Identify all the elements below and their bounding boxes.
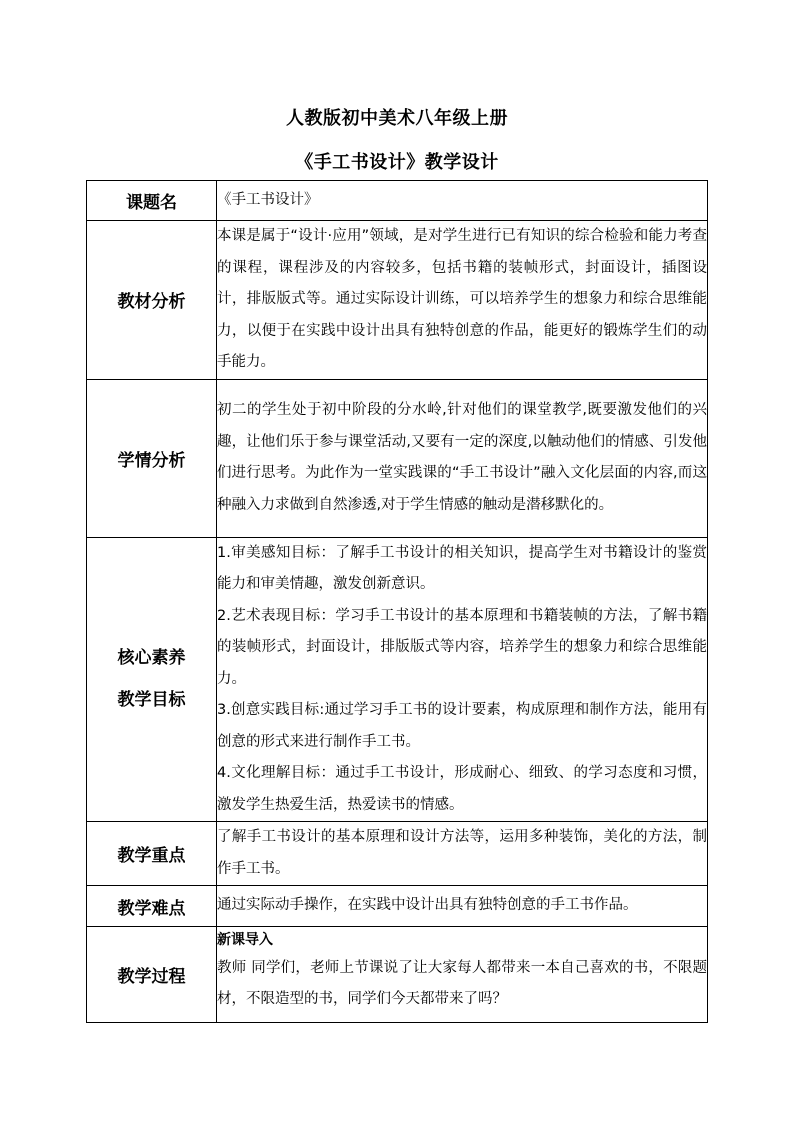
table-row [87,221,708,380]
student-analysis-text: 初二的学生处于初中阶段的分水岭,针对他们的课堂教学,既要激发他们的兴趣，让他们乐于参与课堂活动,又要有一定的深度,以触动他们的情感、引发他们进行思考。为此作为一堂实践课的“手工书设计”融入文化层面的内容,而这种融入力求做到自然渗透,对于学生情感的触动是潜移默化的。 [217,402,707,513]
table-row [87,886,708,927]
difficulties-text: 通过实际动手操作，在实践中设计出具有独特创意的手工书作品。 [217,897,638,914]
goals-label-line1: 核心素养 [117,648,186,669]
row-label-difficulties: 教学难点 [87,886,217,927]
table-row [87,181,708,221]
row-content-process [217,927,708,1023]
row-label-goals [87,537,217,822]
row-label-process: 教学过程 [87,927,217,1023]
key-points-text: 了解手工书设计的基本原理和设计方法等，运用多种装饰，美化的方法，制作手工书。 [217,829,707,877]
goal-item: 2.艺术表现目标：学习手工书设计的基本原理和书籍装帧的方法，了解书籍的装帧形式，封面设计，排版版式等内容，培养学生的想象力和综合思维能力。 [217,607,707,687]
goal-item: 3.创意实践目标:通过学习手工书的设计要素，构成原理和制作方法，能用有创意的形式来进行制作手工书。 [217,702,707,750]
topic-text: 《手工书设计》 [217,191,319,208]
row-content-material [217,221,708,380]
process-subheading: 新课导入 [217,932,273,948]
row-label-topic: 课题名 [87,181,217,221]
table-row [87,822,708,886]
row-content-topic [217,181,708,221]
row-content-goals [217,537,708,822]
goals-label-line2: 教学目标 [117,690,186,711]
table-row [87,927,708,1023]
row-label-material: 教材分析 [87,221,217,380]
goal-item: 1.审美感知目标：了解手工书设计的相关知识，提高学生对书籍设计的鉴赏能力和审美情趣，激发创新意识。 [217,544,707,592]
goal-item: 4.文化理解目标：通过手工书设计，形成耐心、细致、的学习态度和习惯，激发学生热爱生活，热爱读书的情感。 [217,765,707,813]
row-content-students [217,379,708,537]
document-title: 人教版初中美术八年级上册 [286,108,508,129]
row-label-key-points: 教学重点 [87,822,217,886]
row-label-students: 学情分析 [87,379,217,537]
row-content-difficulties [217,886,708,927]
lesson-plan-table [86,180,708,1023]
process-text: 教师 同学们，老师上节课说了让大家每人都带来一本自己喜欢的书，不限题材，不限造型的书，同学们今天都带来了吗？ [217,960,707,1007]
material-analysis-text: 本课是属于“设计·应用”领域，是对学生进行已有知识的综合检验和能力考查的课程，课程涉及的内容较多，包括书籍的装帧形式，封面设计，插图设计，排版版式等。通过实际设计训练，可以培养学生的想象力和综合思维能力，以便于在实践中设计出具有独特创意的作品，能更好的锻炼学生们的动手能力。 [217,228,707,370]
row-content-key-points [217,822,708,886]
document-subtitle: 《手工书设计》教学设计 [295,152,499,173]
table-row [87,379,708,537]
table-row [87,537,708,822]
